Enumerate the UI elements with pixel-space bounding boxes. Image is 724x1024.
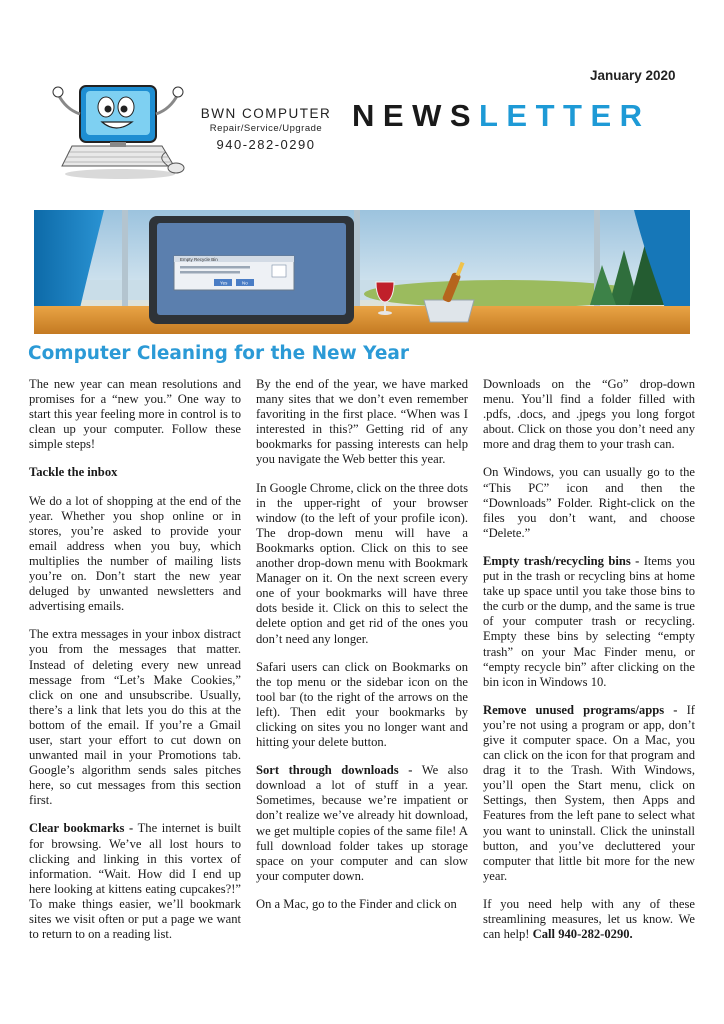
mac-finder-paragraph: On a Mac, go to the Finder and click on (256, 896, 457, 911)
intro-paragraph: The new year can mean resolutions and promises for a “new you.” One way to start this year feeling more in control is to clean up your computer. Follow these simple steps! (29, 377, 241, 452)
trash-text: Items you put in the trash or recycling bins at home take up space until you take those bins to the curb or the dump, and the same is true of your computer trash or recycling. Empty these bins by selecting “empty trash” on your Mac Finder menu, or “empty recycle bin” after clicking on the bin icon in Windows 10. (483, 553, 695, 689)
company-services: Repair/Service/Upgrade (209, 123, 323, 134)
section-heading-trash: Empty trash/recycling bins - (483, 553, 640, 568)
dialog-yes-button: Yes (220, 280, 228, 286)
downloads-text: We also download a lot of stuff in a year. Sometimes, because we’re impatient or don’t realize we’ve already hit download, we get multiple copies of the same file! A full download folder takes up storage space on your computer and can slow your computer down. (256, 763, 468, 883)
programs-text: If you’re not using a program or app, don’t give it computer space. On a Mac, you can click on the icon for that program and drag it to the Trash. With Windows, you’ll open the Start menu, click on Settings, then System, then Apps and Features from the left pane to select what you want to uninstall. Click the uninstall button, and you’ve decluttered your computer that little bit more for the new year. (483, 702, 695, 883)
inbox-paragraph-1: We do a lot of shopping at the end of the year. Whether you shop online or in stores, you’re asked to provide your email address when you buy, which multiplies the number of mailing lists you’re on. Don’t start the new year deluged by unwanted newsletters and advertising emails. (29, 493, 241, 614)
downloads-paragraph (256, 763, 468, 884)
inbox-paragraph-2: The extra messages in your inbox distract you from the messages that matter. Instead of deleting every new unread message from “Let’s Make Cookies,” click on one and unsubscribe. Usually, there’s a link that lets you do this at the bottom of the email. If you’re a Gmail user, start your effort to cut down on unwanted mail in your Promotions tab. Google’s algorithm sends sales pitches here, so cut messages from this section first. (29, 627, 241, 808)
trash-paragraph (483, 554, 695, 690)
article-column-2 (256, 377, 468, 925)
bookmarks-paragraph-2: By the end of the year, we have marked many sites that we don’t even remember favoriting in the first place. “When was I interested in this?” Getting rid of any bookmarks for passing interests can help you navigate the Web better this year. (256, 377, 468, 467)
bookmarks-text: The internet is built for browsing. We’ve all lost hours to clicking and linking in this vortex of information. “Wait. How did I end up here looking at kittens eating cupcakes?!” To make things easier, we’ll bookmark sites we visit often or put a page we want to return to on a reading list. (29, 821, 242, 942)
bookmarks-paragraph (29, 821, 241, 942)
dialog-no-button: No (242, 280, 248, 286)
programs-paragraph (483, 703, 695, 884)
newsletter-date: January 2020 (590, 68, 676, 83)
newsletter-title-part1: NEWS (352, 98, 479, 133)
dialog-title: Empty Recycle Bin (180, 257, 218, 262)
newsletter-title-part2: LETTER (479, 98, 651, 133)
section-heading-programs: Remove unused programs/apps - (483, 702, 678, 717)
company-block (186, 106, 346, 152)
company-phone: 940-282-0290 (216, 137, 316, 152)
section-heading-downloads: Sort through downloads - (256, 763, 413, 778)
newsletter-title (352, 98, 651, 134)
safari-paragraph: Safari users can click on Bookmarks on the top menu or the sidebar icon on the tool bar (to the right of the arrows on the left). Then edit your bookmarks by clicking on sites you no longer want and hitting your delete button. (256, 659, 468, 750)
chrome-paragraph: In Google Chrome, click on the three dots in the upper-right of your browser window (to the left of your profile icon). The drop-down menu will have a Bookmarks option. Click on this to see another drop-down menu with Bookmark Manager on it. On the next screen every one of your bookmarks will have three dots beside it. Click on this to select the delete option and get rid of the ones you don’t need any longer. (256, 480, 468, 646)
windows-downloads-paragraph: On Windows, you can usually go to the “This PC” icon and then the “Downloads” Folder. Right-click on the files you don’t want, and choose “Delete.” (483, 465, 695, 540)
banner-illustration (34, 210, 690, 334)
company-name: BWN COMPUTER (200, 106, 332, 121)
call-to-action: Call 940-282-0290. (532, 927, 633, 942)
mac-downloads-paragraph: Downloads on the “Go” drop-down menu. You’ll find a folder filled with .pdfs, .docs, and .jpegs you long forgot about. Click on those you don’t need any more and drag them to your trash can. (483, 377, 695, 452)
article-column-3 (483, 377, 695, 955)
computer-mascot-logo (50, 80, 190, 180)
section-heading-inbox: Tackle the inbox (29, 465, 118, 480)
section-heading-bookmarks: Clear bookmarks - (29, 821, 134, 836)
article-column-1 (29, 377, 241, 955)
article-headline: Computer Cleaning for the New Year (28, 343, 409, 364)
closing-paragraph (483, 897, 695, 942)
closing-text: If you need help with any of these streamlining measures, let us know. We can help! (483, 896, 695, 942)
